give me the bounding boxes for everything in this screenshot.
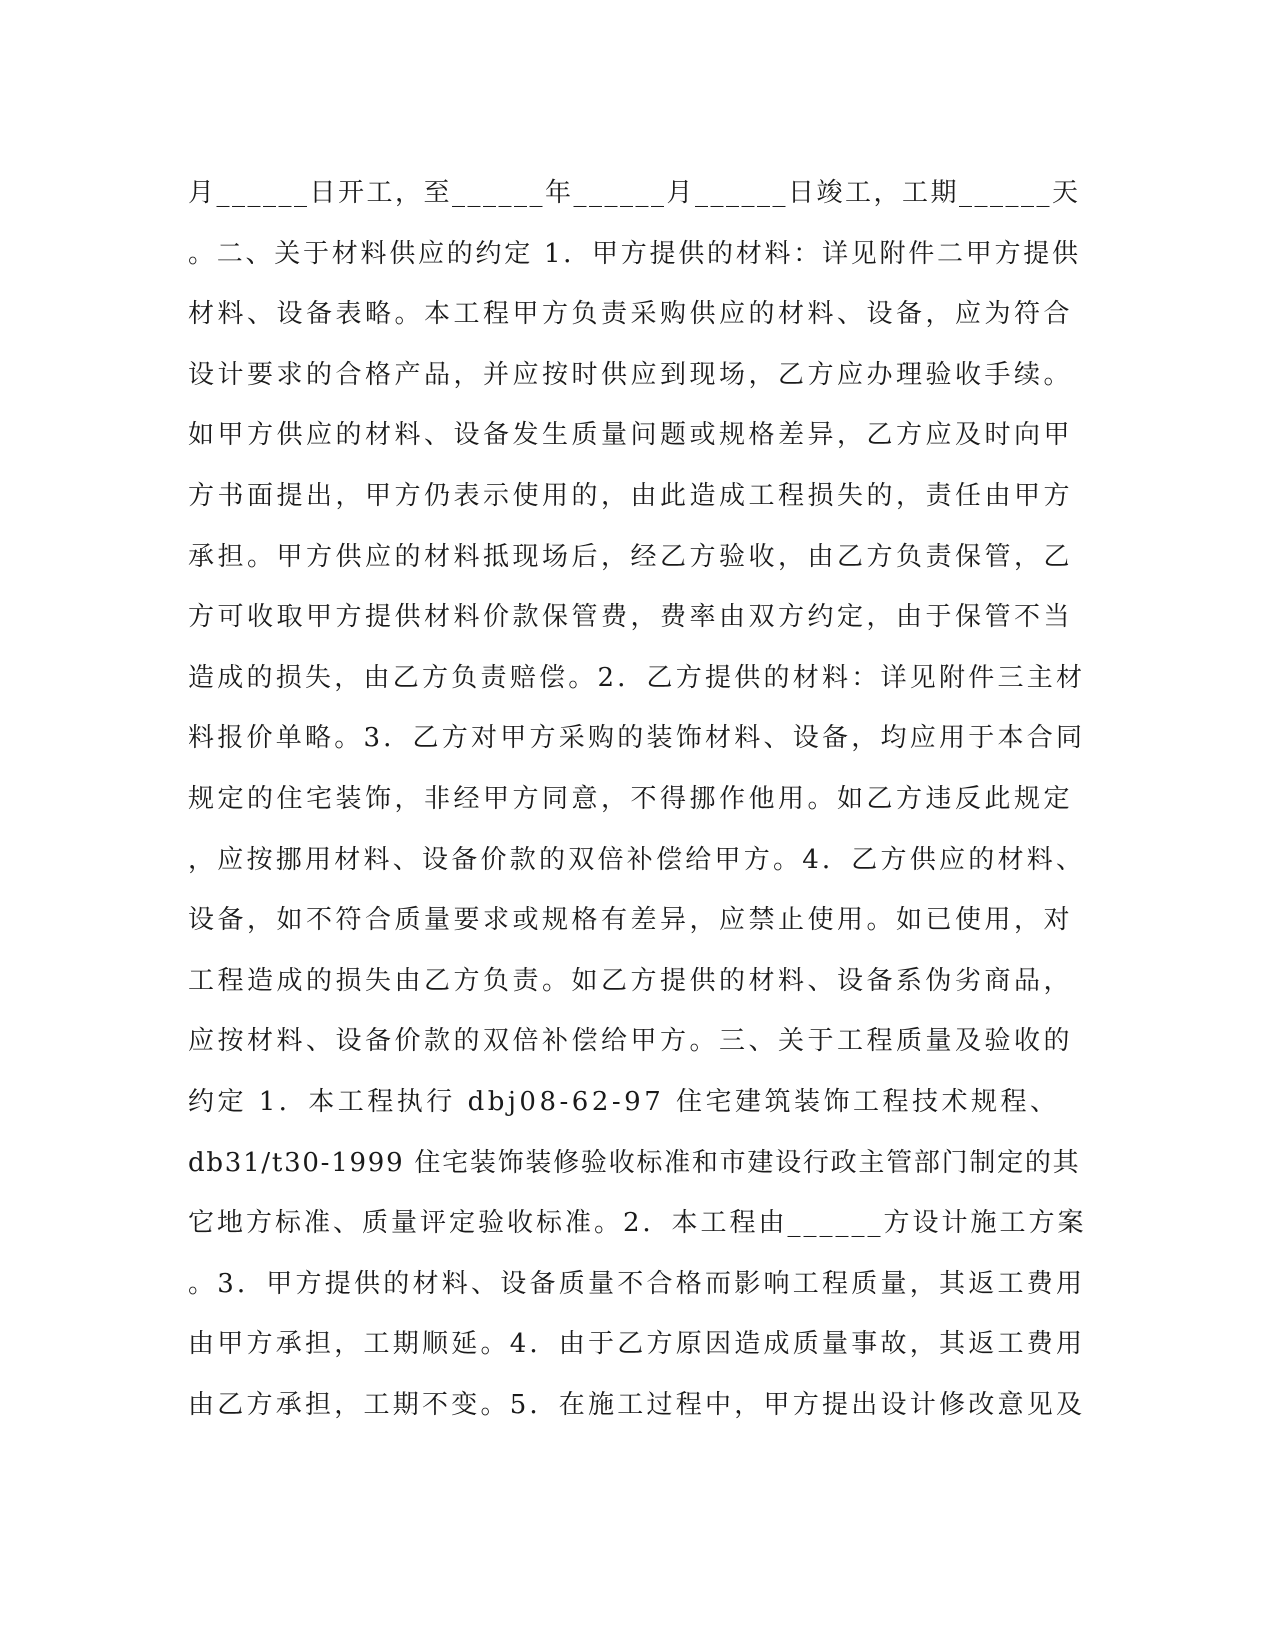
text-line: 规定的住宅装饰，非经甲方同意，不得挪作他用。如乙方违反此规定 [188, 783, 1074, 814]
contract-body-text [188, 163, 1088, 1435]
text-line: 方可收取甲方提供材料价款保管费，费率由双方约定，由于保管不当 [188, 602, 1074, 633]
text-line: 。二、关于材料供应的约定 1．甲方提供的材料：详见附件二甲方提供 [188, 238, 1081, 269]
text-line: 约定 1．本工程执行 dbj08-62-97 住宅建筑装饰工程技术规程、 [188, 1086, 1060, 1117]
text-line: 材料、设备表略。本工程甲方负责采购供应的材料、设备，应为符合 [188, 299, 1074, 330]
text-line: db31/t30-1999 住宅装饰装修验收标准和市建设行政主管部门制定的其 [188, 1147, 1081, 1178]
text-line: 料报价单略。3．乙方对甲方采购的装饰材料、设备，均应用于本合同 [188, 723, 1086, 754]
text-line: 由乙方承担，工期不变。5．在施工过程中，甲方提出设计修改意见及 [188, 1389, 1086, 1420]
text-line: 应按材料、设备价款的双倍补偿给甲方。三、关于工程质量及验收的 [188, 1026, 1074, 1057]
text-line: 设计要求的合格产品，并应按时供应到现场，乙方应办理验收手续。 [188, 359, 1074, 390]
text-line: 承担。甲方供应的材料抵现场后，经乙方验收，由乙方负责保管，乙 [188, 541, 1074, 572]
text-line: 设备，如不符合质量要求或规格有差异，应禁止使用。如已使用，对 [188, 905, 1074, 936]
text-line: 造成的损失，由乙方负责赔偿。2．乙方提供的材料：详见附件三主材 [188, 662, 1086, 693]
text-line: 月______日开工，至______年______月______日竣工，工期______天 [188, 178, 1081, 208]
text-line: 。3．甲方提供的材料、设备质量不合格而影响工程质量，其返工费用 [188, 1268, 1086, 1299]
text-line: ，应按挪用材料、设备价款的双倍补偿给甲方。4．乙方供应的材料、 [188, 844, 1086, 875]
text-line: 由甲方承担，工期顺延。4．由于乙方原因造成质量事故，其返工费用 [188, 1329, 1086, 1360]
text-line: 工程造成的损失由乙方负责。如乙方提供的材料、设备系伪劣商品， [188, 965, 1074, 996]
text-line: 如甲方供应的材料、设备发生质量问题或规格差异，乙方应及时向甲 [188, 420, 1074, 451]
text-line: 方书面提出，甲方仍表示使用的，由此造成工程损失的，责任由甲方 [188, 480, 1074, 511]
text-line: 它地方标准、质量评定验收标准。2．本工程由______方设计施工方案 [188, 1208, 1087, 1239]
